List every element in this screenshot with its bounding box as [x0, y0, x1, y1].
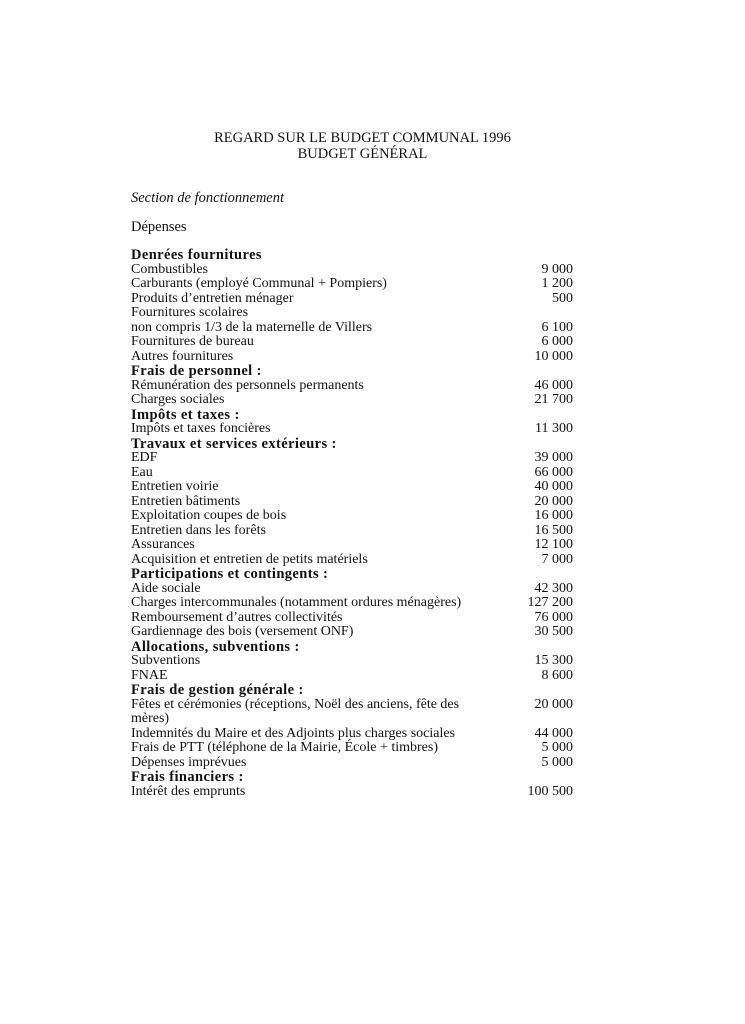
- budget-line-amount: 6 100: [541, 319, 573, 335]
- budget-line: [131, 379, 573, 394]
- budget-line: [131, 263, 573, 278]
- budget-line: [131, 393, 573, 408]
- budget-line: [131, 277, 573, 292]
- budget-line-amount: 1 200: [541, 276, 573, 291]
- budget-line-label: Entretien voirie: [131, 479, 219, 494]
- category-heading: [131, 683, 573, 698]
- category-heading: [131, 437, 573, 452]
- budget-line-label: EDF: [131, 450, 158, 465]
- budget-line-label: Exploitation coupes de bois: [131, 508, 287, 523]
- budget-line-amount: 40 000: [534, 479, 573, 494]
- subsection-label: Dépenses: [131, 219, 187, 235]
- budget-line: [131, 451, 573, 466]
- budget-line: [131, 422, 573, 437]
- category-heading: [131, 408, 573, 423]
- budget-line-label: Entretien bâtiments: [131, 493, 241, 509]
- budget-line: [131, 495, 573, 510]
- budget-line: [131, 669, 573, 684]
- category-heading-label: Allocations, subventions :: [131, 638, 300, 655]
- category-heading: [131, 640, 573, 655]
- budget-line-label: Impôts et taxes foncières: [131, 421, 271, 436]
- budget-line-amount: 5 000: [541, 754, 573, 770]
- budget-line-amount: 30 500: [534, 624, 573, 639]
- budget-line-label: Acquisition et entretien de petits matériels: [131, 551, 368, 567]
- category-heading: [131, 364, 573, 379]
- category-heading: [131, 567, 573, 582]
- category-heading: [131, 248, 573, 263]
- budget-line: [131, 741, 573, 756]
- budget-line-amount: 66 000: [534, 464, 573, 480]
- budget-line: [131, 509, 573, 524]
- category-heading-label: Frais financiers :: [131, 769, 244, 785]
- budget-line: [131, 524, 573, 539]
- budget-line: [131, 480, 573, 495]
- budget-line-label: Entretien dans les forêts: [131, 522, 266, 538]
- category-heading: [131, 770, 573, 785]
- budget-line-label: Subventions: [131, 653, 201, 668]
- budget-line-amount: 12 100: [534, 537, 573, 552]
- budget-line: [131, 756, 573, 771]
- budget-line-amount: 9 000: [541, 261, 573, 277]
- budget-line: [131, 625, 573, 640]
- budget-line: [131, 306, 573, 321]
- budget-line-amount: 6 000: [541, 334, 573, 349]
- title-line-1: REGARD SUR LE BUDGET COMMUNAL 1996: [214, 130, 511, 146]
- budget-line-amount: 16 500: [534, 522, 573, 538]
- budget-line: [131, 321, 573, 336]
- budget-line-amount: 15 300: [534, 653, 573, 668]
- budget-line-label: FNAE: [131, 667, 168, 683]
- budget-line-label: Intérêt des emprunts: [131, 783, 246, 799]
- budget-line-amount: 100 500: [527, 783, 573, 799]
- budget-line: [131, 553, 573, 568]
- budget-line: [131, 350, 573, 365]
- category-heading-label: Denrées fournitures: [131, 247, 262, 263]
- budget-line-amount: 20 000: [534, 696, 573, 712]
- budget-line-amount: 7 000: [541, 551, 573, 567]
- budget-line-label: Assurances: [131, 537, 195, 552]
- budget-line: [131, 727, 573, 742]
- document-title: [0, 130, 725, 162]
- budget-line-amount: 500: [552, 290, 573, 306]
- budget-line-amount: 44 000: [534, 725, 573, 741]
- budget-line-label: Aide sociale: [131, 580, 201, 596]
- budget-line-amount: 5 000: [541, 740, 573, 755]
- budget-line-label: Carburants (employé Communal + Pompiers): [131, 276, 387, 291]
- budget-line: [131, 785, 573, 800]
- budget-line-label: Autres fournitures: [131, 348, 234, 364]
- budget-line-label: Remboursement d’autres collectivités: [131, 609, 343, 625]
- budget-line-amount: 20 000: [534, 493, 573, 509]
- budget-line-label: Eau: [131, 464, 153, 480]
- category-heading-label: Participations et contingents :: [131, 566, 329, 582]
- budget-line-amount: 42 300: [534, 580, 573, 596]
- budget-line-label: Charges intercommunales (notamment ordures ménagères): [131, 595, 462, 610]
- budget-line-amount: 46 000: [534, 377, 573, 393]
- category-heading-label: Impôts et taxes :: [131, 406, 240, 423]
- section-label: Section de fonctionnement: [131, 190, 285, 206]
- budget-line-label: Fournitures scolaires: [131, 305, 249, 320]
- budget-line-label: non compris 1/3 de la maternelle de Villers: [131, 319, 373, 335]
- budget-line-amount: 127 200: [527, 595, 573, 610]
- budget-line: [131, 611, 573, 626]
- category-heading-label: Travaux et services extérieurs :: [131, 435, 337, 452]
- budget-line-label: Frais de PTT (téléphone de la Mairie, École + timbres): [131, 740, 438, 755]
- budget-line: [131, 596, 573, 611]
- budget-line: [131, 698, 573, 727]
- budget-line-label: Dépenses imprévues: [131, 754, 247, 770]
- budget-line-label: Fêtes et cérémonies (réceptions, Noël des anciens, fête des mères): [131, 696, 460, 726]
- budget-line-amount: 21 700: [534, 392, 573, 407]
- budget-line: [131, 582, 573, 597]
- budget-line-label: Gardiennage des bois (versement ONF): [131, 624, 354, 639]
- title-line-2: BUDGET GÉNÉRAL: [297, 146, 428, 162]
- budget-list: [131, 248, 573, 799]
- budget-line-amount: 8 600: [541, 667, 573, 683]
- budget-line-amount: 76 000: [534, 609, 573, 625]
- budget-line: [131, 292, 573, 307]
- budget-line-label: Combustibles: [131, 261, 209, 277]
- budget-line-label: Produits d’entretien ménager: [131, 290, 294, 306]
- budget-line: [131, 654, 573, 669]
- budget-line-label: Indemnités du Maire et des Adjoints plus charges sociales: [131, 725, 456, 741]
- budget-line: [131, 466, 573, 481]
- budget-line-amount: 11 300: [535, 421, 573, 436]
- budget-line-label: Fournitures de bureau: [131, 334, 254, 349]
- category-heading-label: Frais de gestion générale :: [131, 682, 304, 698]
- category-heading-label: Frais de personnel :: [131, 363, 262, 379]
- budget-line-amount: 10 000: [534, 348, 573, 364]
- budget-line-amount: 16 000: [534, 508, 573, 523]
- budget-line-label: Rémunération des personnels permanents: [131, 377, 364, 393]
- budget-line: [131, 538, 573, 553]
- budget-line-amount: 39 000: [534, 450, 573, 465]
- budget-line: [131, 335, 573, 350]
- budget-line-label: Charges sociales: [131, 392, 225, 407]
